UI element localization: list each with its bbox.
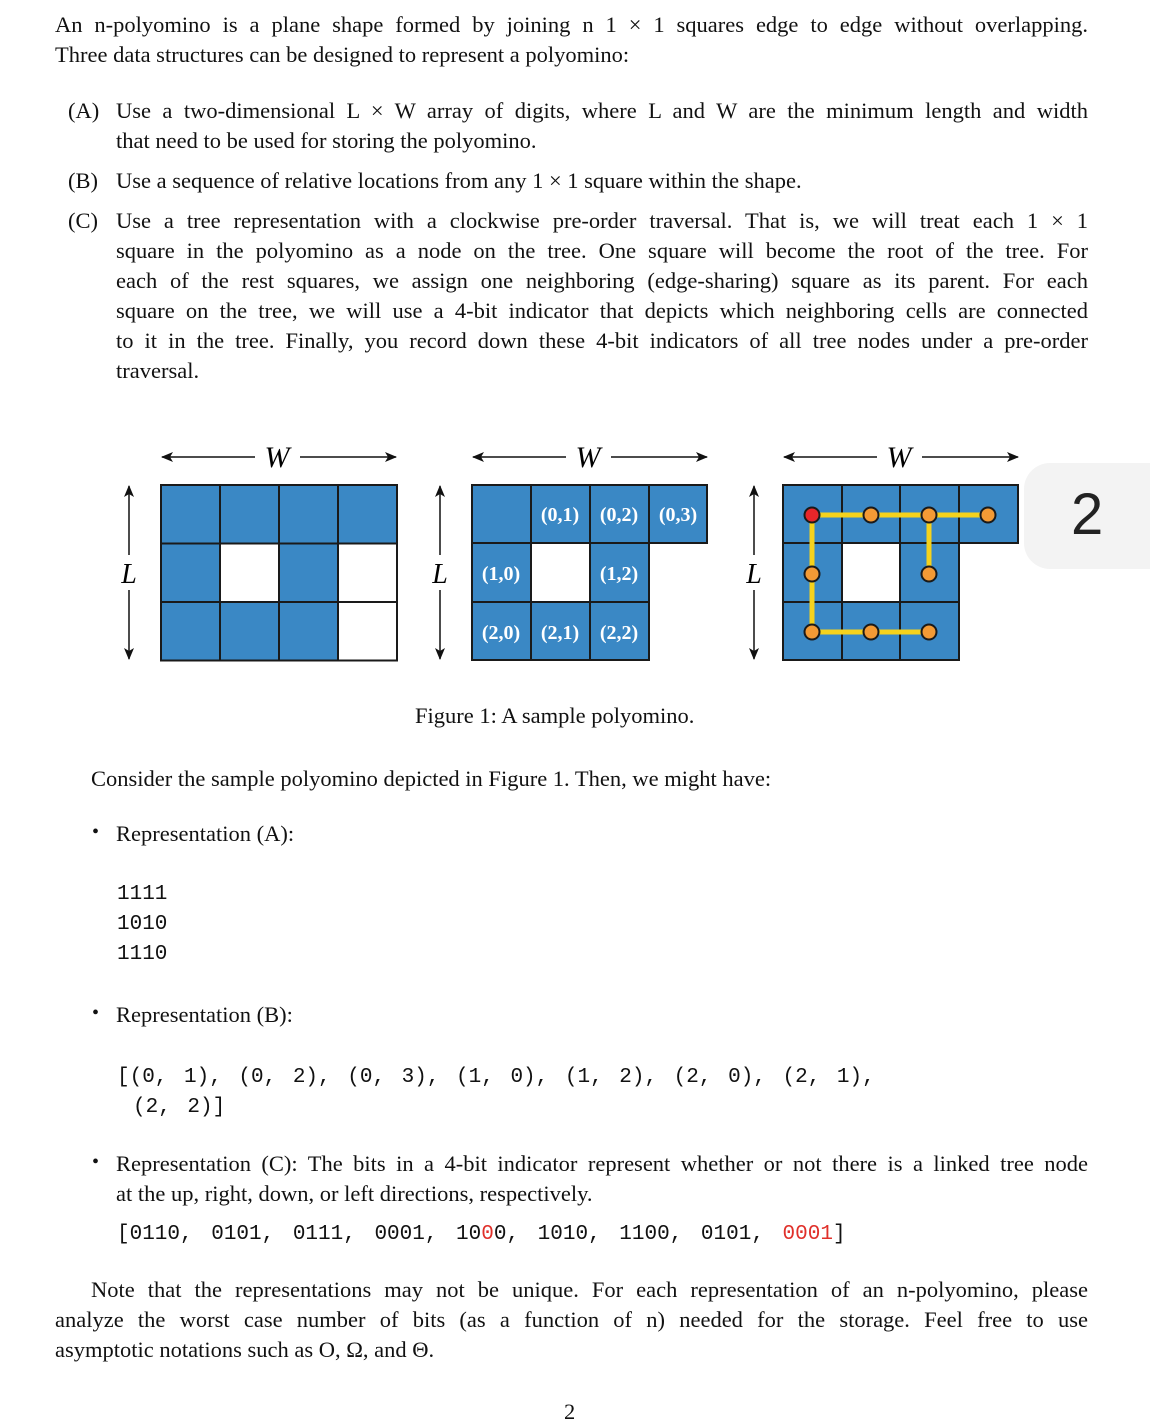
cell-label-0-3: (0,3) bbox=[658, 504, 698, 526]
tree-node-0-1 bbox=[864, 508, 879, 523]
tree-root-node bbox=[805, 508, 820, 523]
item-b-label: (B) bbox=[68, 168, 98, 193]
bullet: • bbox=[92, 1151, 100, 1173]
panel-tree bbox=[745, 441, 1018, 660]
tree-node-2-1 bbox=[864, 625, 879, 640]
cell-1-2 bbox=[279, 544, 338, 603]
cell-0-0 bbox=[472, 485, 531, 543]
cell-label-2-2: (2,2) bbox=[599, 622, 639, 644]
rep-c-line-2: at the up, right, down, or left directions, respectively. bbox=[116, 1181, 593, 1206]
item-a-line-1: Use a two-dimensional L × W array of digits, where L and W are the minimum length and width bbox=[116, 98, 1088, 123]
item-a-line-2: that need to be used for storing the polyomino. bbox=[116, 128, 537, 153]
rep-c-seq-highlight-2: 0001 bbox=[782, 1223, 833, 1246]
l-label: L bbox=[121, 559, 137, 590]
rep-c-line-1: Representation (C): The bits in a 4-bit indicator represent whether or not there is a linked tree node bbox=[116, 1151, 1088, 1176]
w-label: W bbox=[264, 441, 290, 474]
rep-b-label: Representation (B): bbox=[116, 1002, 293, 1027]
item-c-line-2: square in the polyomino as a node on the tree. One square will become the root of the tree. For bbox=[116, 238, 1088, 263]
rep-b-line-1: [(0, 1), (0, 2), (0, 3), (1, 0), (1, 2), (2, 0), (2, 1), bbox=[117, 1066, 875, 1089]
cell-2-2 bbox=[279, 602, 338, 661]
rep-a-row-2: 1110 bbox=[117, 943, 168, 966]
cell-0-1 bbox=[220, 485, 279, 544]
item-c-line-5: to it in the tree. Finally, you record down these 4-bit indicators of all tree nodes under a pre-order bbox=[116, 328, 1088, 353]
rep-c-seq-middle: 0, 1010, 1100, 0101, bbox=[493, 1223, 783, 1246]
cell-1-3-empty bbox=[338, 544, 397, 603]
item-c-label: (C) bbox=[68, 208, 98, 233]
note-line-2: analyze the worst case number of bits (as a function of n) needed for the storage. Feel free to use bbox=[55, 1307, 1088, 1332]
rep-a-row-0: 1111 bbox=[117, 883, 168, 906]
item-b-line-1: Use a sequence of relative locations from any 1 × 1 square within the shape. bbox=[116, 168, 802, 193]
cell-0-0 bbox=[161, 485, 220, 544]
grid-cells bbox=[472, 485, 707, 660]
tree-node-2-2 bbox=[922, 625, 937, 640]
intro-line-1: An n-polyomino is a plane shape formed by joining n 1 × 1 squares edge to edge without overlapping. bbox=[55, 12, 1088, 37]
bullet: • bbox=[92, 821, 100, 843]
w-label: W bbox=[886, 441, 912, 474]
cell-label-2-0: (2,0) bbox=[481, 622, 521, 644]
w-label: W bbox=[575, 441, 601, 474]
cell-1-1-empty bbox=[531, 543, 590, 602]
cell-0-3 bbox=[338, 485, 397, 544]
l-label: L bbox=[432, 559, 448, 590]
cell-1-0 bbox=[161, 544, 220, 603]
tree-node-0-2 bbox=[922, 508, 937, 523]
figure-polyomino bbox=[0, 430, 1150, 680]
cell-0-2 bbox=[279, 485, 338, 544]
panel-grid bbox=[120, 441, 397, 661]
cell-label-1-0: (1,0) bbox=[481, 563, 521, 585]
note-line-3: asymptotic notations such as O, Ω, and Θ. bbox=[55, 1337, 435, 1362]
note-line-1: Note that the representations may not be unique. For each representation of an n-polyomino, please bbox=[91, 1277, 1088, 1302]
cell-2-1 bbox=[220, 602, 279, 661]
cell-label-2-1: (2,1) bbox=[540, 622, 580, 644]
page-number: 2 bbox=[564, 1399, 576, 1424]
page-badge-number: 2 bbox=[1071, 482, 1104, 547]
consider-text: Consider the sample polyomino depicted in Figure 1. Then, we might have: bbox=[91, 766, 772, 791]
cell-label-0-1: (0,1) bbox=[540, 504, 580, 526]
rep-b-line-2: (2, 2)] bbox=[133, 1096, 226, 1119]
tree-node-0-3 bbox=[981, 508, 996, 523]
cell-label-1-2: (1,2) bbox=[599, 563, 639, 585]
item-c-line-3: each of the rest squares, we assign one neighboring (edge-sharing) square as its parent. For each bbox=[116, 268, 1088, 293]
bullet: • bbox=[92, 1002, 100, 1024]
l-label: L bbox=[746, 559, 762, 590]
cell-1-1-empty bbox=[220, 544, 279, 603]
cell-1-1-empty bbox=[842, 543, 900, 602]
rep-a-row-1: 1010 bbox=[117, 913, 168, 936]
tree-node-2-0 bbox=[805, 625, 820, 640]
cell-2-0 bbox=[161, 602, 220, 661]
figure-caption: Figure 1: A sample polyomino. bbox=[415, 703, 695, 728]
cell-2-3-empty bbox=[338, 602, 397, 661]
item-c-line-1: Use a tree representation with a clockwise pre-order traversal. That is, we will treat each 1 × 1 bbox=[116, 208, 1088, 233]
rep-a-label: Representation (A): bbox=[116, 821, 295, 846]
item-c-line-4: square on the tree, we will use a 4-bit indicator that depicts which neighboring cells are connected bbox=[116, 298, 1088, 323]
page-badge bbox=[1024, 463, 1150, 569]
item-c-line-6: traversal. bbox=[116, 358, 200, 383]
cell-label-0-2: (0,2) bbox=[599, 504, 639, 526]
grid-cells bbox=[161, 485, 397, 661]
rep-c-seq-suffix: ] bbox=[832, 1223, 846, 1246]
item-a-label: (A) bbox=[68, 98, 100, 123]
tree-node-1-0 bbox=[805, 567, 820, 582]
rep-c-sequence bbox=[117, 1220, 846, 1250]
rep-c-seq-highlight-1: 0 bbox=[481, 1223, 494, 1246]
tree-node-1-2 bbox=[922, 567, 937, 582]
rep-c-seq-prefix: [0110, 0101, 0111, 0001, 10 bbox=[117, 1223, 482, 1246]
panel-coordinates bbox=[431, 441, 707, 660]
intro-line-2: Three data structures can be designed to represent a polyomino: bbox=[55, 42, 630, 67]
